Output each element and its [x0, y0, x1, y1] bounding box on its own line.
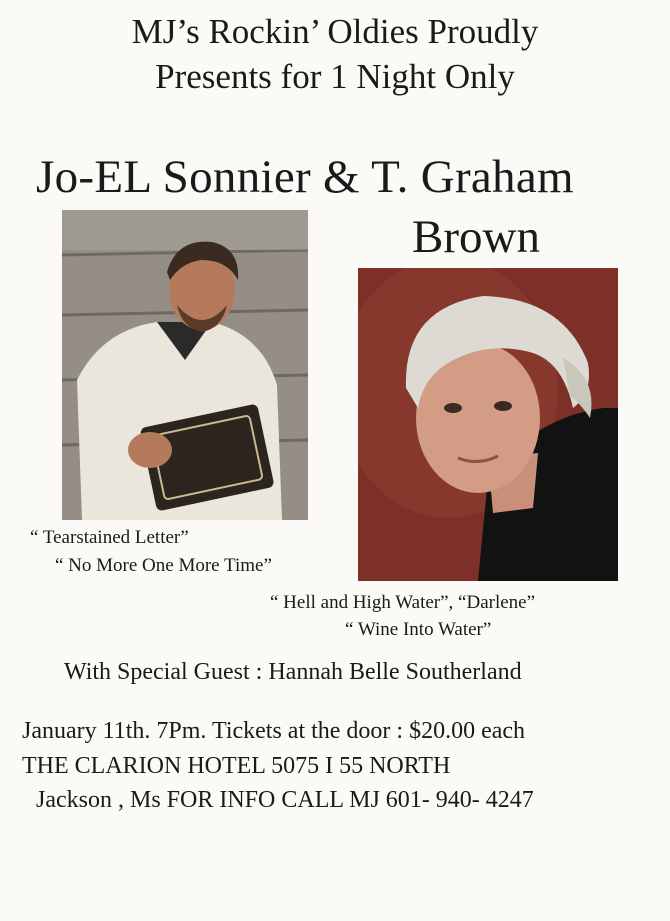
performer-photo-portrait: [358, 268, 618, 581]
headliners-line-2: Brown: [412, 211, 540, 263]
portrait-illustration: [358, 268, 618, 581]
song-caption-left-2: “ No More One More Time”: [55, 555, 272, 576]
event-contact: Jackson , Ms FOR INFO CALL MJ 601- 940- 4247: [36, 787, 534, 813]
event-date-tickets: January 11th. 7Pm. Tickets at the door : $20.00 each: [22, 718, 526, 744]
header-line-2: Presents for 1 Night Only: [155, 57, 515, 96]
header-line-1: MJ’s Rockin’ Oldies Proudly: [131, 12, 539, 51]
headliners-line-1: Jo-EL Sonnier & T. Graham: [36, 151, 574, 203]
song-caption-left-1: “ Tearstained Letter”: [30, 527, 189, 548]
song-caption-right-2: “ Wine Into Water”: [345, 619, 492, 640]
accordion-player-illustration: [62, 210, 308, 520]
song-caption-right-1: “ Hell and High Water”, “Darlene”: [270, 592, 536, 613]
special-guest: With Special Guest : Hannah Belle Southerland: [64, 659, 522, 685]
performer-photo-accordion: [62, 210, 308, 520]
event-venue: THE CLARION HOTEL 5075 I 55 NORTH: [22, 753, 451, 779]
